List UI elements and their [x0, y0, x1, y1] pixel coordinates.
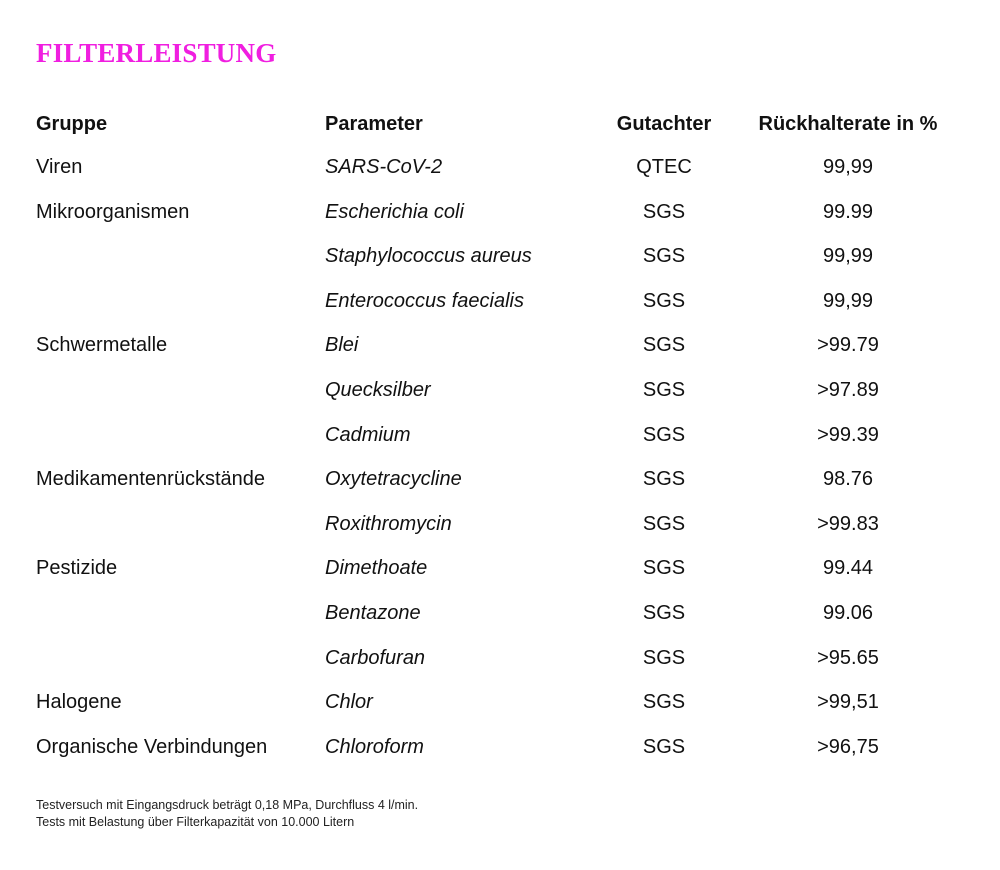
table-row: [0, 279, 1000, 324]
table-row: [0, 636, 1000, 681]
page-title: FILTERLEISTUNG: [36, 38, 277, 68]
cell-parameter: Enterococcus faecialis: [325, 289, 524, 312]
cell-parameter: Oxytetracycline: [325, 468, 462, 491]
cell-rate: >97.89: [817, 378, 879, 401]
header-parameter: Parameter: [325, 113, 423, 135]
table-row: [0, 546, 1000, 591]
cell-rate: 99.99: [822, 200, 874, 223]
header-expert: Gutachter: [616, 113, 712, 135]
footnote-capacity: Tests mit Belastung über Filterkapazität von 10.000 Litern: [36, 815, 355, 829]
cell-rate: 98.76: [822, 468, 874, 491]
cell-rate: 99.06: [822, 601, 874, 624]
table-row: [0, 725, 1000, 770]
cell-rate: 99,99: [822, 156, 874, 178]
table-header-row: [0, 103, 1000, 145]
table-row: [0, 145, 1000, 190]
cell-group: Viren: [36, 156, 83, 178]
cell-expert: SGS: [642, 512, 686, 535]
header-rate: Rückhalterate in %: [758, 113, 938, 135]
table-row: [0, 368, 1000, 413]
cell-group: Halogene: [36, 691, 122, 714]
cell-rate: >99.79: [817, 334, 879, 357]
cell-parameter: Carbofuran: [325, 646, 426, 669]
table-row: [0, 591, 1000, 636]
cell-group: Mikroorganismen: [36, 200, 190, 223]
cell-parameter: SARS-CoV-2: [325, 156, 443, 178]
cell-rate: 99,99: [822, 289, 874, 312]
cell-expert: SGS: [642, 423, 686, 446]
table-row: [0, 457, 1000, 502]
cell-parameter: Staphylococcus aureus: [325, 245, 532, 268]
cell-parameter: Dimethoate: [325, 557, 428, 580]
cell-rate: 99.44: [822, 557, 874, 580]
footnote-pressure: Testversuch mit Eingangsdruck beträgt 0,18 MPa, Durchfluss 4 l/min.: [36, 798, 419, 812]
table-row: [0, 680, 1000, 725]
header-group: Gruppe: [36, 113, 108, 135]
cell-rate: >95.65: [817, 646, 879, 669]
cell-parameter: Quecksilber: [325, 378, 431, 401]
cell-expert: SGS: [642, 601, 686, 624]
cell-group: Schwermetalle: [36, 334, 168, 357]
cell-rate: >99,51: [817, 691, 879, 714]
cell-parameter: Escherichia coli: [325, 200, 464, 223]
cell-expert: SGS: [642, 646, 686, 669]
table-row: [0, 234, 1000, 279]
cell-expert: SGS: [642, 468, 686, 491]
table-row: [0, 413, 1000, 458]
footnotes: [36, 797, 418, 831]
table-row: [0, 502, 1000, 547]
cell-expert: SGS: [642, 245, 686, 268]
cell-expert: SGS: [642, 200, 686, 223]
cell-rate: >99.83: [817, 512, 879, 535]
filter-performance-table: [0, 103, 1000, 769]
cell-expert: SGS: [642, 691, 686, 714]
cell-expert: QTEC: [636, 156, 692, 178]
cell-parameter: Chlor: [325, 691, 373, 714]
cell-group: Medikamentenrückstände: [36, 468, 266, 491]
cell-expert: SGS: [642, 334, 686, 357]
cell-expert: SGS: [642, 735, 686, 758]
cell-expert: SGS: [642, 378, 686, 401]
cell-rate: 99,99: [822, 245, 874, 268]
cell-parameter: Cadmium: [325, 423, 411, 446]
cell-expert: SGS: [642, 289, 686, 312]
cell-rate: >99.39: [817, 423, 879, 446]
cell-parameter: Blei: [325, 334, 359, 357]
table-row: [0, 323, 1000, 368]
cell-expert: SGS: [642, 557, 686, 580]
cell-parameter: Bentazone: [325, 601, 421, 624]
cell-group: Pestizide: [36, 557, 118, 580]
cell-group: Organische Verbindungen: [36, 735, 268, 758]
cell-parameter: Roxithromycin: [325, 512, 452, 535]
table-row: [0, 190, 1000, 235]
cell-parameter: Chloroform: [325, 735, 424, 758]
cell-rate: >96,75: [817, 735, 879, 758]
